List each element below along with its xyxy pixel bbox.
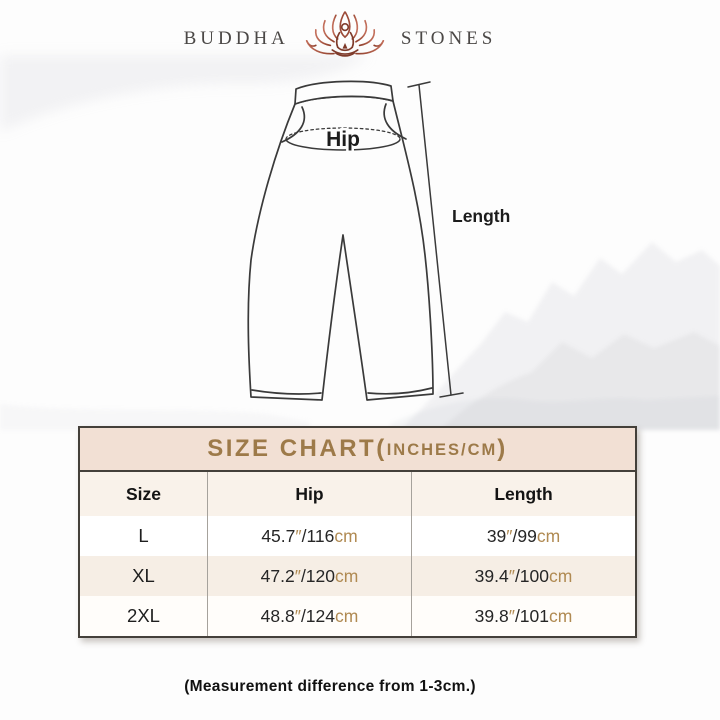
table-row-xl bbox=[80, 556, 635, 596]
table-row-2xl bbox=[80, 596, 635, 636]
brand-name-right: STONES bbox=[400, 28, 497, 49]
cell-hip-xl: 47.2 ″ /120 cm bbox=[208, 556, 412, 596]
col-header-length: Length bbox=[494, 483, 553, 504]
table-header-row bbox=[80, 472, 635, 516]
cell-hip-l: 45.7 ″ /116 cm bbox=[208, 516, 412, 556]
cell-size-l: L bbox=[80, 516, 208, 556]
hip-label: Hip bbox=[326, 128, 360, 151]
table-row-l bbox=[80, 516, 635, 556]
title-main: SIZE CHART( bbox=[207, 435, 387, 462]
size-chart-title bbox=[80, 428, 635, 472]
size-chart-table bbox=[78, 426, 637, 638]
col-header-size: Size bbox=[80, 472, 208, 516]
col-header-hip: Hip bbox=[208, 472, 412, 516]
cell-length-l: 39 ″ /99 cm bbox=[486, 525, 561, 546]
title-unit: INCHES/CM bbox=[386, 441, 498, 459]
brand-name-left: BUDDHA bbox=[183, 28, 289, 49]
cell-length-2xl: 39.8 ″ /101 cm bbox=[474, 605, 573, 626]
length-label: Length bbox=[452, 206, 511, 226]
cell-hip-2xl: 48.8 ″ /124 cm bbox=[208, 596, 412, 636]
cell-length-xl: 39.4 ″ /100 cm bbox=[474, 565, 573, 586]
cell-size-xl: XL bbox=[80, 556, 208, 596]
measurement-difference-note: (Measurement difference from 1-3cm.) bbox=[184, 678, 476, 695]
cell-size-2xl: 2XL bbox=[80, 596, 208, 636]
title-close-paren: ) bbox=[497, 435, 508, 462]
